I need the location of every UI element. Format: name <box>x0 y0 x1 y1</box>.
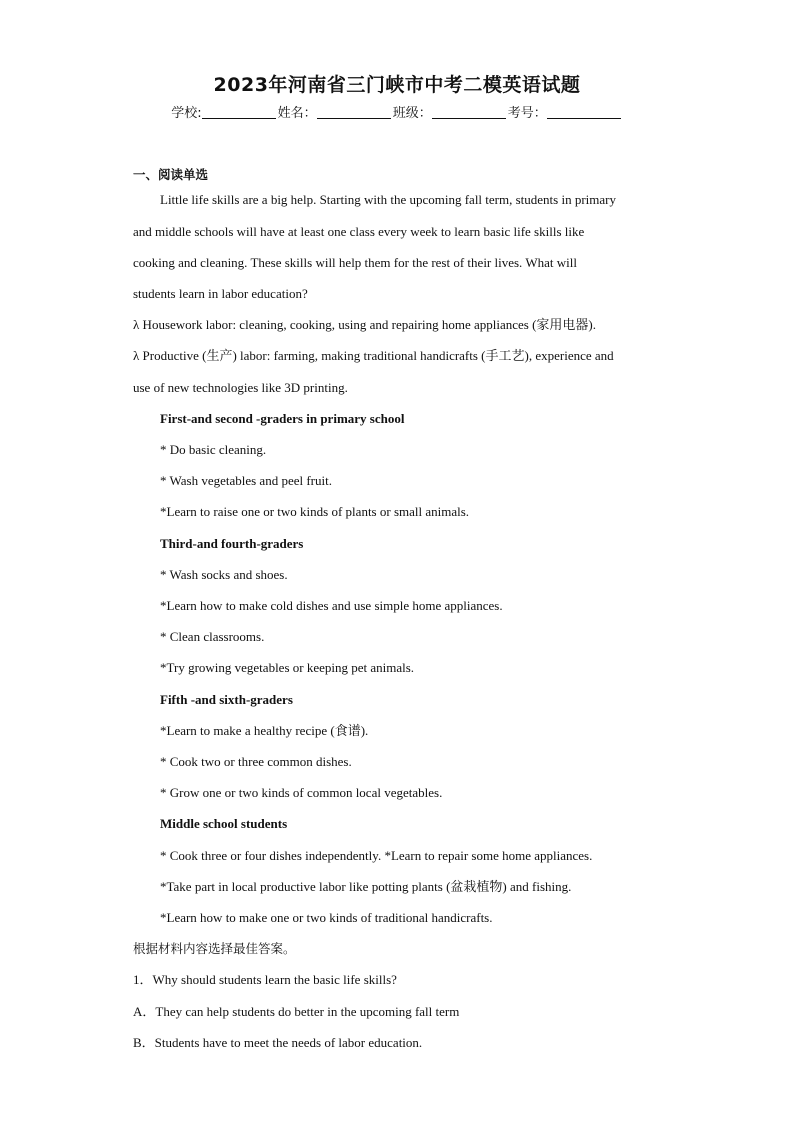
passage-line: and middle schools will have at least one class every week to learn basic life skills like <box>133 224 585 239</box>
option-a[interactable]: A．They can help students do better in the upcoming fall term <box>133 1004 460 1019</box>
list-item: * Cook three or four dishes independently. *Learn to repair some home appliances. <box>160 848 593 863</box>
list-item: *Learn to make a healthy recipe (食谱). <box>160 723 369 738</box>
passage-line: λ Housework labor: cleaning, cooking, using and repairing home appliances (家用电器). <box>133 317 596 332</box>
passage-line: students learn in labor education? <box>133 286 308 301</box>
question-instruction: 根据材料内容选择最佳答案。 <box>133 941 296 956</box>
group-heading: Third-and fourth-graders <box>160 536 304 551</box>
list-item: * Grow one or two kinds of common local vegetables. <box>160 785 443 800</box>
class-label: 班级： <box>392 106 432 121</box>
school-label: 学校: <box>171 106 202 121</box>
section-heading: 一、阅读单选 <box>133 167 209 182</box>
number-blank[interactable] <box>547 106 621 119</box>
list-item: * Do basic cleaning. <box>160 442 267 457</box>
list-item: *Learn to raise one or two kinds of plants or small animals. <box>160 504 470 519</box>
class-blank[interactable] <box>432 106 506 119</box>
student-info-row <box>0 102 794 121</box>
group-heading: First-and second -graders in primary school <box>160 411 405 426</box>
group-heading: Middle school students <box>160 816 288 831</box>
passage-line: use of new technologies like 3D printing. <box>133 380 348 395</box>
list-item: * Cook two or three common dishes. <box>160 754 352 769</box>
group-heading: Fifth -and sixth-graders <box>160 692 293 707</box>
passage-line: λ Productive (生产) labor: farming, making traditional handicrafts (手工艺), experience and <box>133 348 614 363</box>
list-item: *Take part in local productive labor like potting plants (盆栽植物) and fishing. <box>160 879 572 894</box>
list-item: * Wash vegetables and peel fruit. <box>160 473 332 488</box>
name-blank[interactable] <box>317 106 391 119</box>
number-label: 考号： <box>507 106 547 121</box>
exam-title: 2023年河南省三门峡市中考二模英语试题 <box>213 74 581 96</box>
list-item: *Try growing vegetables or keeping pet animals. <box>160 660 415 675</box>
passage-line: Little life skills are a big help. Starting with the upcoming fall term, students in primary <box>160 192 616 207</box>
list-item: *Learn how to make one or two kinds of traditional handicrafts. <box>160 910 493 925</box>
list-item: * Wash socks and shoes. <box>160 567 288 582</box>
option-b[interactable]: B．Students have to meet the needs of labor education. <box>133 1035 423 1050</box>
question-stem: 1．Why should students learn the basic life skills? <box>133 972 397 987</box>
passage-line: cooking and cleaning. These skills will help them for the rest of their lives. What will <box>133 255 577 270</box>
school-blank[interactable] <box>202 106 276 119</box>
name-label: 姓名： <box>277 106 317 121</box>
list-item: *Learn how to make cold dishes and use simple home appliances. <box>160 598 503 613</box>
list-item: * Clean classrooms. <box>160 629 265 644</box>
